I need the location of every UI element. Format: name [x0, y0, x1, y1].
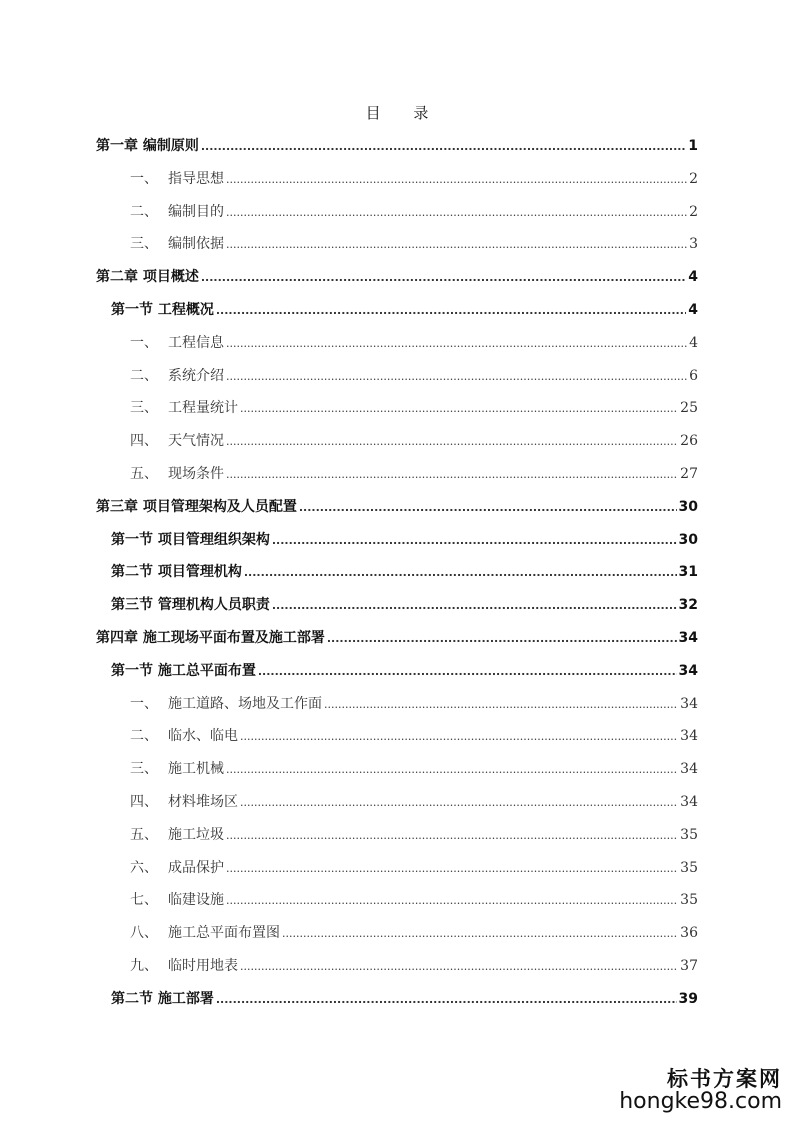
- toc-entry[interactable]: [111, 560, 698, 584]
- toc-page-number: 34: [680, 794, 698, 810]
- toc-page-number: 34: [680, 695, 698, 712]
- toc-entry[interactable]: [130, 954, 698, 978]
- toc-entry[interactable]: [111, 298, 698, 322]
- toc-leader-dots: [240, 396, 678, 421]
- toc-entry-number: 二、: [130, 728, 158, 745]
- toc-entry-label: [96, 265, 199, 289]
- toc-leader-dots: [226, 200, 687, 225]
- toc-entry[interactable]: [111, 593, 698, 617]
- toc-entry[interactable]: [130, 790, 698, 814]
- toc-entry-number: 六、: [130, 859, 158, 876]
- toc-leader-dots: [282, 921, 678, 946]
- toc-leader-dots: [226, 823, 678, 848]
- toc-entry-text: 第一节 施工总平面布置: [111, 662, 256, 679]
- toc-entry-number: 三、: [130, 400, 158, 417]
- toc-entry-number: 三、: [130, 761, 158, 778]
- toc-entry-number: 五、: [130, 466, 158, 482]
- toc-leader-dots: [258, 659, 677, 684]
- toc-entry[interactable]: [130, 396, 698, 420]
- toc-page-number: 36: [680, 925, 698, 942]
- toc-entry[interactable]: [130, 692, 698, 716]
- toc-entry-text: 工程信息: [168, 334, 224, 351]
- toc-page-number: 39: [678, 990, 698, 1007]
- toc-page-number: 32: [678, 597, 698, 614]
- toc-entry-label: [130, 200, 224, 224]
- toc-entry-text: 现场条件: [168, 466, 224, 482]
- toc-entry-label: [130, 331, 224, 355]
- toc-page-number: 30: [678, 498, 698, 515]
- toc-entry-label: [130, 790, 238, 814]
- toc-page-number: 37: [680, 958, 698, 974]
- toc-page-number: 34: [678, 662, 698, 679]
- toc-entry-number: 九、: [130, 958, 158, 974]
- toc-entry-number: 七、: [130, 892, 158, 909]
- toc-entry-text: 系统介绍: [168, 367, 224, 384]
- toc-entry-label: [130, 888, 224, 912]
- toc-entry-label: [96, 495, 297, 519]
- toc-entry-label: [130, 724, 238, 748]
- toc-entry-text: 施工道路、场地及工作面: [168, 695, 322, 712]
- toc-entry-label: [130, 954, 238, 978]
- toc-entry-label: [111, 593, 270, 617]
- toc-entry-number: 四、: [130, 433, 158, 450]
- toc-page-number: 35: [680, 892, 698, 909]
- toc-page-number: 2: [689, 170, 698, 187]
- toc-page-number: 27: [680, 466, 698, 482]
- toc-entry-label: [96, 134, 199, 158]
- toc-entry-text: 天气情况: [168, 433, 224, 450]
- toc-entry-label: [130, 396, 238, 420]
- toc-page-number: 1: [688, 138, 698, 154]
- toc-page-number: 4: [688, 269, 698, 286]
- toc-entry-text: 临时用地表: [168, 958, 238, 974]
- toc-entry-number: 一、: [130, 334, 158, 351]
- toc-entry[interactable]: [96, 626, 698, 650]
- toc-page-number: 4: [688, 302, 698, 318]
- toc-entry-label: [130, 692, 322, 716]
- toc-entry-label: [130, 462, 224, 486]
- toc-entry-label: [130, 167, 224, 191]
- toc-page-number: 2: [689, 203, 698, 220]
- toc-leader-dots: [324, 692, 678, 717]
- toc-leader-dots: [226, 757, 678, 782]
- toc-page-number: 4: [689, 334, 698, 351]
- toc-leader-dots: [226, 888, 678, 913]
- toc-leader-dots: [216, 298, 686, 323]
- toc-page-number: 31: [678, 564, 698, 581]
- toc-entry-text: 第一节 项目管理组织架构: [111, 531, 270, 548]
- toc-page-number: 3: [689, 236, 698, 253]
- toc-entry-label: [111, 560, 242, 584]
- toc-entry-label: [111, 528, 270, 552]
- toc-entry-label: [130, 823, 224, 847]
- toc-leader-dots: [226, 364, 687, 389]
- toc-entry-number: 四、: [130, 794, 158, 810]
- toc-page-number: 6: [689, 367, 698, 384]
- toc-entry-number: 八、: [130, 925, 158, 942]
- toc-leader-dots: [216, 987, 677, 1012]
- toc-entry[interactable]: [130, 856, 698, 880]
- toc-entry-label: [130, 364, 224, 388]
- toc-entry[interactable]: [130, 364, 698, 388]
- toc-page-number: 30: [678, 531, 698, 548]
- toc-entry[interactable]: [130, 724, 698, 748]
- toc-page-number: 34: [680, 728, 698, 745]
- toc-entry[interactable]: [130, 429, 698, 453]
- toc-entry[interactable]: [111, 987, 698, 1011]
- toc-entry-text: 第二章 项目概述: [96, 269, 199, 286]
- toc-entry-number: 一、: [130, 170, 158, 187]
- toc-leader-dots: [226, 856, 678, 881]
- toc-entry-label: [130, 856, 224, 880]
- toc-entry[interactable]: [130, 331, 698, 355]
- toc-leader-dots: [240, 954, 678, 979]
- toc-leader-dots: [272, 528, 677, 553]
- toc-entry-label: [111, 659, 256, 683]
- toc-entry-text: 第一章 编制原则: [96, 138, 199, 154]
- toc-page-number: 34: [678, 630, 698, 646]
- toc-entry[interactable]: [96, 265, 698, 289]
- watermark-logo: [619, 1063, 782, 1114]
- toc-leader-dots: [272, 593, 677, 618]
- toc-page-number: 34: [680, 761, 698, 778]
- toc-entry[interactable]: [130, 921, 698, 945]
- toc-leader-dots: [226, 167, 687, 192]
- toc-entry-text: 施工机械: [168, 761, 224, 778]
- toc-entry-label: [111, 298, 214, 322]
- toc-leader-dots: [226, 462, 678, 487]
- toc-page-number: 35: [680, 859, 698, 876]
- toc-entry-number: 一、: [130, 695, 158, 712]
- toc-entry-text: 指导思想: [168, 170, 224, 187]
- toc-entry-number: 二、: [130, 367, 158, 384]
- toc-leader-dots: [201, 134, 686, 159]
- toc-leader-dots: [240, 724, 678, 749]
- toc-entry[interactable]: [130, 200, 698, 224]
- toc-entry[interactable]: [96, 134, 698, 158]
- toc-entry-text: 第一节 工程概况: [111, 302, 214, 318]
- watermark-en: hongke98.com: [619, 1089, 782, 1114]
- toc-entry[interactable]: [130, 823, 698, 847]
- toc-title: 目 录: [365, 104, 443, 122]
- toc-entry[interactable]: [130, 232, 698, 256]
- toc-entry[interactable]: [130, 167, 698, 191]
- toc-entry[interactable]: [96, 495, 698, 519]
- toc-entry-label: [111, 987, 214, 1011]
- toc-page-number: 25: [680, 400, 698, 417]
- toc-leader-dots: [226, 429, 678, 454]
- toc-leader-dots: [201, 265, 686, 290]
- toc-entry-text: 施工总平面布置图: [168, 925, 280, 942]
- toc-leader-dots: [244, 560, 677, 585]
- toc-entry-text: 第三节 管理机构人员职责: [111, 597, 270, 614]
- toc-entry-number: 五、: [130, 826, 158, 843]
- toc-leader-dots: [226, 232, 687, 257]
- toc-entry-text: 第二节 项目管理机构: [111, 564, 242, 581]
- toc-entry-text: 第三章 项目管理架构及人员配置: [96, 498, 297, 515]
- toc-entry-number: 二、: [130, 203, 158, 220]
- toc-entry-label: [130, 921, 280, 945]
- toc-entry-number: 三、: [130, 236, 158, 253]
- toc-leader-dots: [327, 626, 677, 651]
- toc-leader-dots: [226, 331, 687, 356]
- toc-leader-dots: [299, 495, 677, 520]
- toc-entry-label: [130, 232, 224, 256]
- toc-entry-label: [130, 757, 224, 781]
- toc-entry[interactable]: [111, 659, 698, 683]
- toc-entry-text: 工程量统计: [168, 400, 238, 417]
- toc-entry-text: 编制依据: [168, 236, 224, 253]
- toc-entry-text: 材料堆场区: [168, 794, 238, 810]
- toc-leader-dots: [240, 790, 678, 815]
- toc-entry-text: 施工垃圾: [168, 826, 224, 843]
- toc-page-number: 35: [680, 826, 698, 843]
- toc-entry-label: [96, 626, 325, 650]
- toc-entry-text: 编制目的: [168, 203, 224, 220]
- toc-page-number: 26: [680, 433, 698, 450]
- toc-entry[interactable]: [130, 888, 698, 912]
- toc-entry-text: 第二节 施工部署: [111, 990, 214, 1007]
- toc-entry-text: 第四章 施工现场平面布置及施工部署: [96, 630, 325, 646]
- toc-entry[interactable]: [130, 462, 698, 486]
- toc-entry[interactable]: [130, 757, 698, 781]
- toc-entry-text: 临建设施: [168, 892, 224, 909]
- toc-entry-text: 成品保护: [168, 859, 224, 876]
- toc-entry-label: [130, 429, 224, 453]
- watermark-cn: 标书方案网: [667, 1066, 782, 1091]
- toc-entry-text: 临水、临电: [168, 728, 238, 745]
- toc-entry[interactable]: [111, 528, 698, 552]
